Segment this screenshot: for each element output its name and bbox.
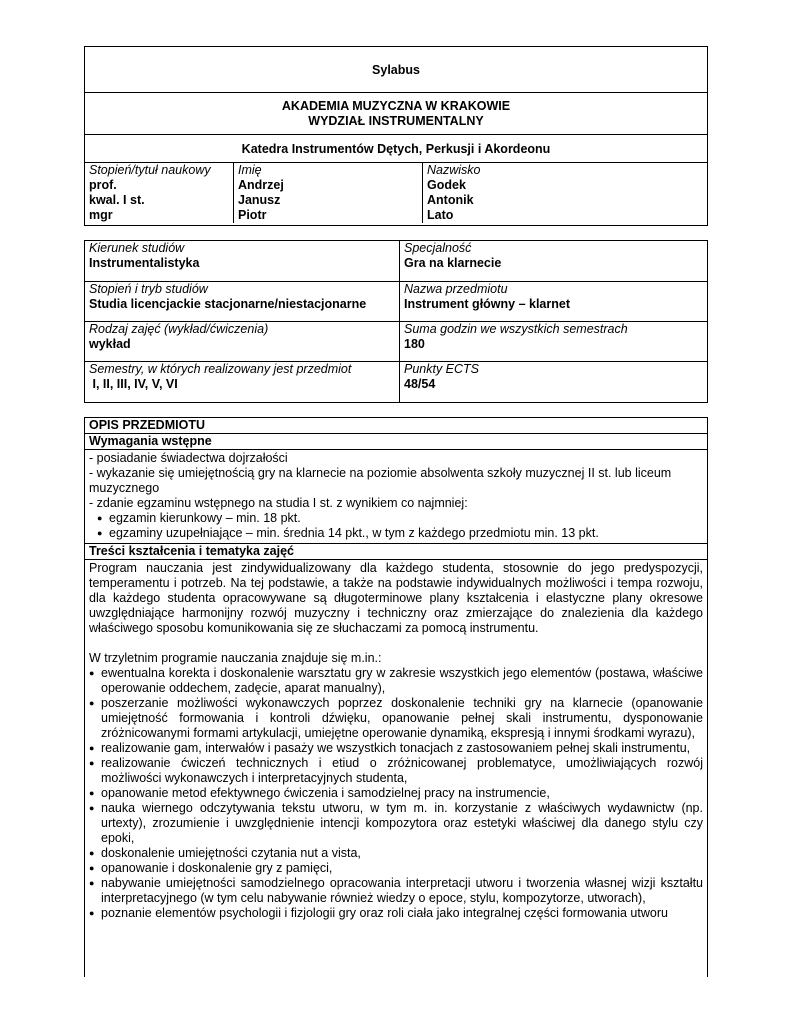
department-name: Katedra Instrumentów Dętych, Perkusji i Akordeonu: [241, 142, 551, 156]
class-type-value: wykład: [89, 336, 131, 351]
subject-name-label: Nazwa przedmiotu: [404, 281, 508, 296]
requirement-line: - zdanie egzaminu wstępnego na studia I st. z wynikiem co najmniej:: [89, 496, 468, 510]
last-name-header: Nazwisko: [423, 163, 708, 178]
exam-list: [89, 511, 703, 541]
content-section: [85, 560, 707, 921]
list-item: ● opanowanie metod efektywnego ćwiczenia i samodzielnej pracy na instrumencie,: [89, 786, 703, 801]
total-hours-value: 180: [404, 336, 425, 351]
list-item: ● opanowanie i doskonalenie gry z pamięci,: [89, 861, 703, 876]
ects-label: Punkty ECTS: [404, 361, 480, 376]
requirements-section: [85, 450, 707, 544]
semesters-value: I, II, III, IV, V, VI: [89, 376, 178, 391]
syllabus-title: Sylabus: [372, 63, 420, 77]
teacher-row: [85, 208, 707, 223]
course-description-box: [84, 417, 708, 977]
study-level-value: Studia licencjackie stacjonarne/niestacjonarne: [89, 296, 367, 311]
info-row: [85, 281, 707, 321]
field-of-study-label: Kierunek studiów: [89, 241, 185, 255]
subject-name-value: Instrument główny – klarnet: [404, 296, 571, 311]
list-item: ● realizowanie ćwiczeń technicznych i etiud o zróżnicowanej problematyce, umożliwiających rozwój możliwości wykonawczych i interpretacyjnych studenta,: [89, 756, 703, 786]
program-list: [89, 666, 703, 921]
list-item: ● egzamin kierunkowy – min. 18 pkt.: [97, 511, 703, 526]
department-row: [85, 135, 707, 163]
header-box: [84, 46, 708, 226]
teacher-first-name: Janusz: [234, 193, 423, 208]
academy-name: AKADEMIA MUZYCZNA W KRAKOWIE: [281, 99, 511, 113]
teachers-table: [85, 163, 707, 223]
faculty-name: WYDZIAŁ INSTRUMENTALNY: [308, 114, 484, 128]
list-item: ● ewentualna korekta i doskonalenie warsztatu gry w zakresie wszystkich jego elementów (postawa, właściwe operowanie oddechem, zadęcie, aparat manualny),: [89, 666, 703, 696]
study-level-label: Stopień i tryb studiów: [89, 281, 208, 296]
course-info-table: [85, 241, 707, 402]
content-paragraph: Program nauczania jest zindywidualizowany dla każdego studenta, stosownie do jego predyspozycji, temperamentu i potrzeb. Na tej podstawie, a także na podstawie indywidualnych możliwości i tempa rozwoju, dla każdego studenta opracowywane są długoterminowe plany kształcenia i elastyczne plany okresowe uwzględniające harmonijny rozwój muzyczny i techniczny oraz zmierzające do znalezienia dla każdego właściwego sposobu komunikowania się ze słuchaczami za pomocą instrumentu.: [89, 561, 703, 635]
academy-row: [85, 93, 707, 135]
info-row: [85, 361, 707, 402]
teacher-last-name: Lato: [423, 208, 708, 223]
list-item: ● nauka wiernego odczytywania tekstu utworu, w tym m. in. korzystanie z właściwych wydawnictw (np. urtexty), zrozumienie i uwzględnienie intencji kompozytora oraz estetyki właściwej dla danego stylu czy epoki,: [89, 801, 703, 846]
requirement-line: - wykazanie się umiejętnością gry na klarnecie na poziomie absolwenta szkoły muzycznej II st. lub liceum muzycznego: [89, 466, 672, 495]
total-hours-label: Suma godzin we wszystkich semestrach: [404, 321, 628, 336]
teacher-first-name: Andrzej: [234, 178, 423, 193]
info-row: [85, 241, 707, 281]
teacher-degree: prof.: [89, 178, 117, 192]
list-item: ● egzaminy uzupełniające – min. średnia 14 pkt., w tym z każdego przedmiotu min. 13 pkt.: [97, 526, 703, 541]
teacher-degree: mgr: [89, 208, 113, 222]
degree-header: Stopień/tytuł naukowy: [89, 163, 211, 177]
requirements-title: Wymagania wstępne: [85, 434, 707, 450]
field-of-study-value: Instrumentalistyka: [89, 256, 200, 270]
ects-value: 48/54: [404, 376, 436, 391]
teacher-degree: kwal. I st.: [89, 193, 145, 207]
semesters-label: Semestry, w których realizowany jest przedmiot: [89, 361, 352, 376]
teacher-row: [85, 193, 707, 208]
list-item: ● poznanie elementów psychologii i fizjologii gry oraz roli ciała jako integralnej części formowania utworu: [89, 906, 703, 921]
description-title: OPIS PRZEDMIOTU: [85, 418, 707, 434]
specialty-label: Specjalność: [404, 241, 472, 255]
course-info-box: [84, 240, 708, 403]
syllabus-title-row: [85, 47, 707, 93]
list-item: ● nabywanie umiejętności samodzielnego opracowania interpretacji utworu i tworzenia własnej wizji kształtu interpretacyjnego (w tym celu nabywanie również wiedzy o epoce, stylu, kompozytorze, utworach),: [89, 876, 703, 906]
program-intro: W trzyletnim programie nauczania znajduje się m.in.:: [89, 651, 382, 665]
teacher-row: [85, 178, 707, 193]
teacher-last-name: Antonik: [423, 193, 708, 208]
requirement-line: - posiadanie świadectwa dojrzałości: [89, 451, 288, 465]
list-item: ● doskonalenie umiejętności czytania nut a vista,: [89, 846, 703, 861]
teacher-last-name: Godek: [423, 178, 708, 193]
list-item: ● realizowanie gam, interwałów i pasaży we wszystkich tonacjach z zastosowaniem pełnej skali instrumentu,: [89, 741, 703, 756]
specialty-value: Gra na klarnecie: [404, 256, 502, 270]
first-name-header: Imię: [234, 163, 423, 178]
class-type-label: Rodzaj zajęć (wykład/ćwiczenia): [89, 321, 269, 336]
info-row: [85, 321, 707, 361]
list-item: ● poszerzanie możliwości wykonawczych poprzez doskonalenie techniki gry na klarnecie (opanowanie umiejętność formowania i kontroli dźwięku, opanowanie pełnej skali instrumentu, dysponowanie zróżnicowanymi formami artykulacji, umiejętne operowanie dynamiką, ekspresją i innymi środkami wyrazu),: [89, 696, 703, 741]
content-title: Treści kształcenia i tematyka zajęć: [85, 544, 707, 560]
teacher-first-name: Piotr: [234, 208, 423, 223]
